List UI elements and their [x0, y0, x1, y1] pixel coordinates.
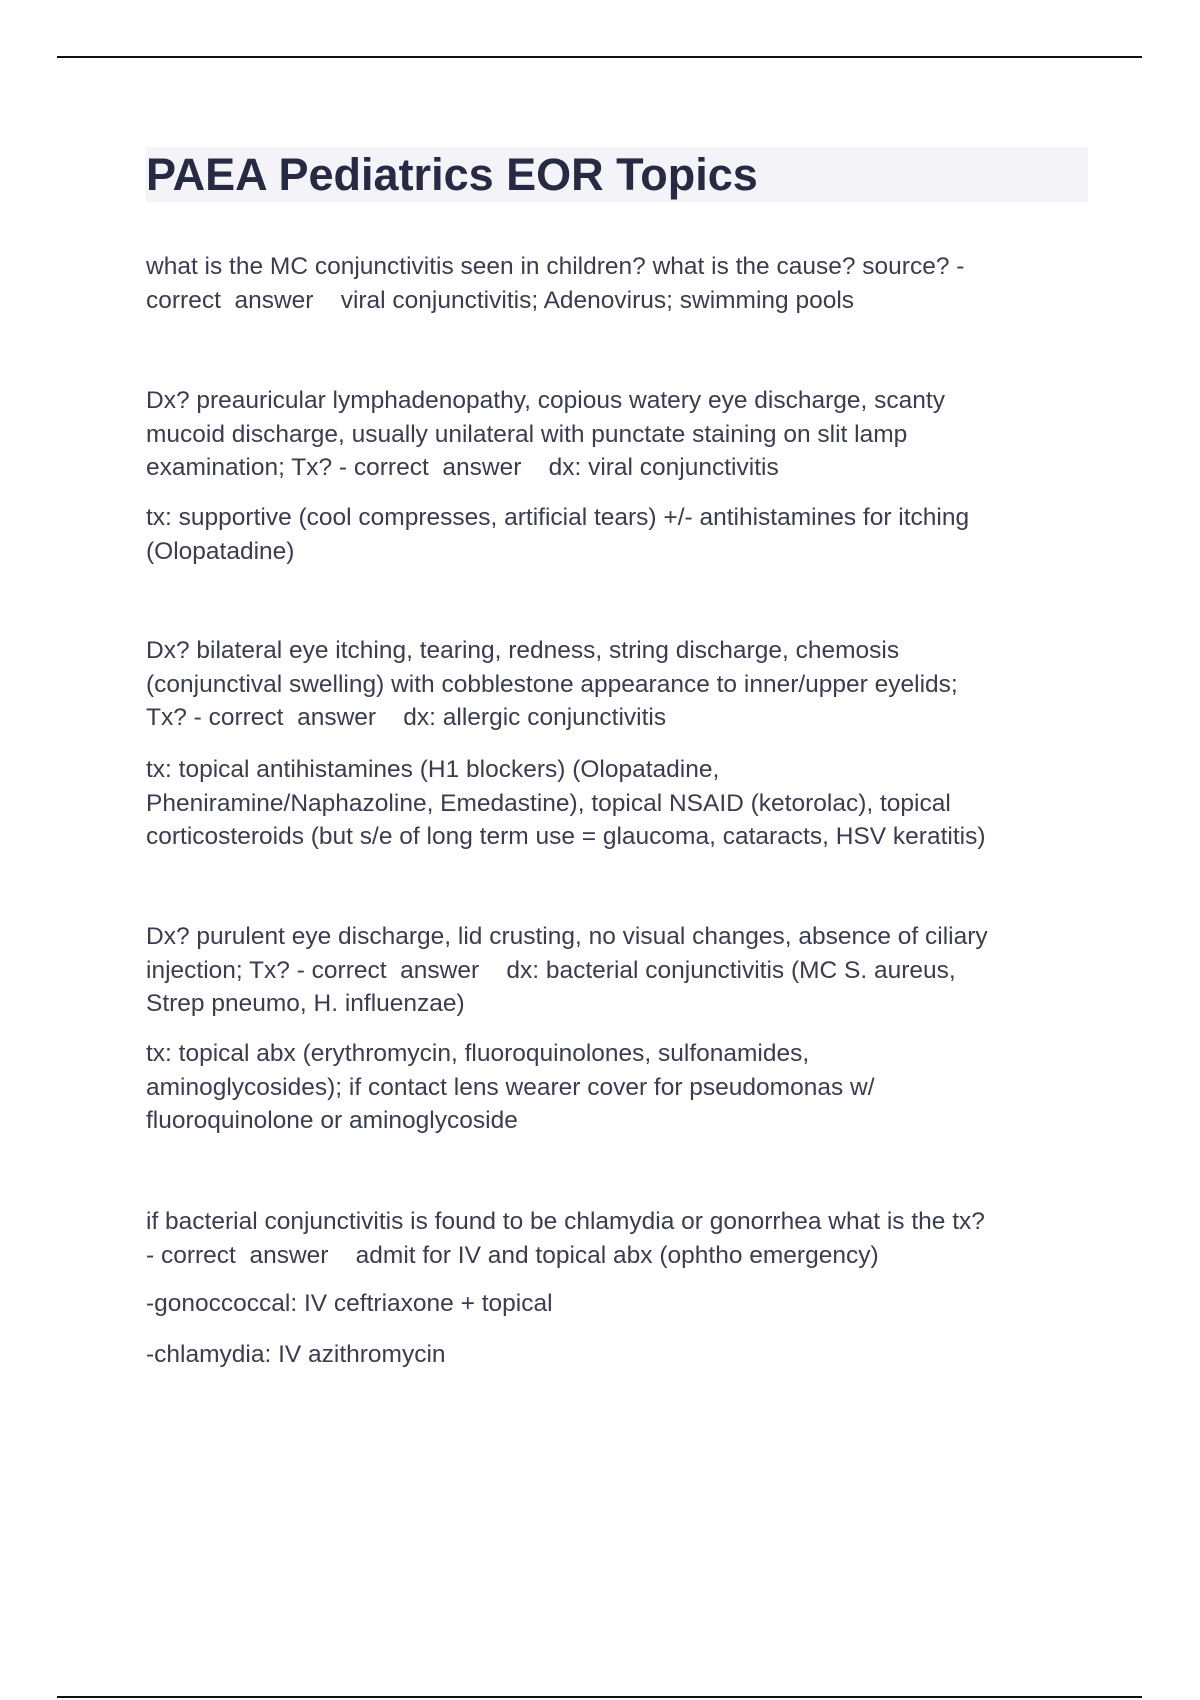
paragraph: [146, 920, 988, 1021]
text-line: tx: supportive (cool compresses, artificial tears) +/- antihistamines for itching: [146, 504, 970, 531]
text-line: correct answer viral conjunctivitis; Adenovirus; swimming pools: [146, 286, 855, 314]
text-line: - correct answer admit for IV and topical abx (ophtho emergency): [146, 1241, 879, 1269]
text-line: Dx? bilateral eye itching, tearing, redness, string discharge, chemosis: [146, 637, 900, 664]
paragraph: [146, 501, 969, 568]
text-line: mucoid discharge, usually unilateral with punctate staining on slit lamp: [146, 420, 908, 448]
paragraph: [146, 1037, 875, 1138]
text-line: (conjunctival swelling) with cobblestone appearance to inner/upper eyelids;: [146, 670, 958, 698]
text-line: Dx? preauricular lymphadenopathy, copious watery eye discharge, scanty: [146, 387, 945, 414]
text-line: Dx? purulent eye discharge, lid crusting, no visual changes, absence of ciliary: [146, 923, 988, 950]
text-line: tx: topical abx (erythromycin, fluoroquinolones, sulfonamides,: [146, 1040, 810, 1067]
text-line: fluoroquinolone or aminoglycoside: [146, 1107, 518, 1134]
paragraph: [146, 250, 964, 317]
text-line: (Olopatadine): [146, 537, 295, 565]
text-line: tx: topical antihistamines (H1 blockers) (Olopatadine,: [146, 756, 720, 783]
text-line: corticosteroids (but s/e of long term use = glaucoma, cataracts, HSV keratitis): [146, 823, 986, 850]
text-line: examination; Tx? - correct answer dx: viral conjunctivitis: [146, 454, 779, 481]
text-line: -chlamydia: IV azithromycin: [146, 1341, 446, 1368]
text-line: injection; Tx? - correct answer dx: bacterial conjunctivitis (MC S. aureus,: [146, 956, 956, 984]
paragraph: [146, 384, 945, 485]
text-line: if bacterial conjunctivitis is found to be chlamydia or gonorrhea what is the tx?: [146, 1208, 985, 1235]
text-line: Strep pneumo, H. influenzae): [146, 990, 465, 1017]
bottom-rule: [57, 1696, 1142, 1698]
text-line: Pheniramine/Naphazoline, Emedastine), topical NSAID (ketorolac), topical: [146, 789, 951, 817]
paragraph: [146, 634, 958, 735]
page-title: PAEA Pediatrics EOR Topics: [146, 149, 758, 200]
paragraph: [146, 753, 985, 854]
paragraph: [146, 1338, 446, 1372]
text-line: what is the MC conjunctivitis seen in children? what is the cause? source? -: [146, 253, 965, 280]
text-line: aminoglycosides); if contact lens wearer cover for pseudomonas w/: [146, 1073, 875, 1101]
paragraph: [146, 1287, 553, 1321]
text-line: Tx? - correct answer dx: allergic conjunctivitis: [146, 704, 667, 731]
top-rule: [57, 56, 1142, 58]
text-line: -gonoccoccal: IV ceftriaxone + topical: [146, 1290, 553, 1317]
paragraph: [146, 1205, 985, 1272]
